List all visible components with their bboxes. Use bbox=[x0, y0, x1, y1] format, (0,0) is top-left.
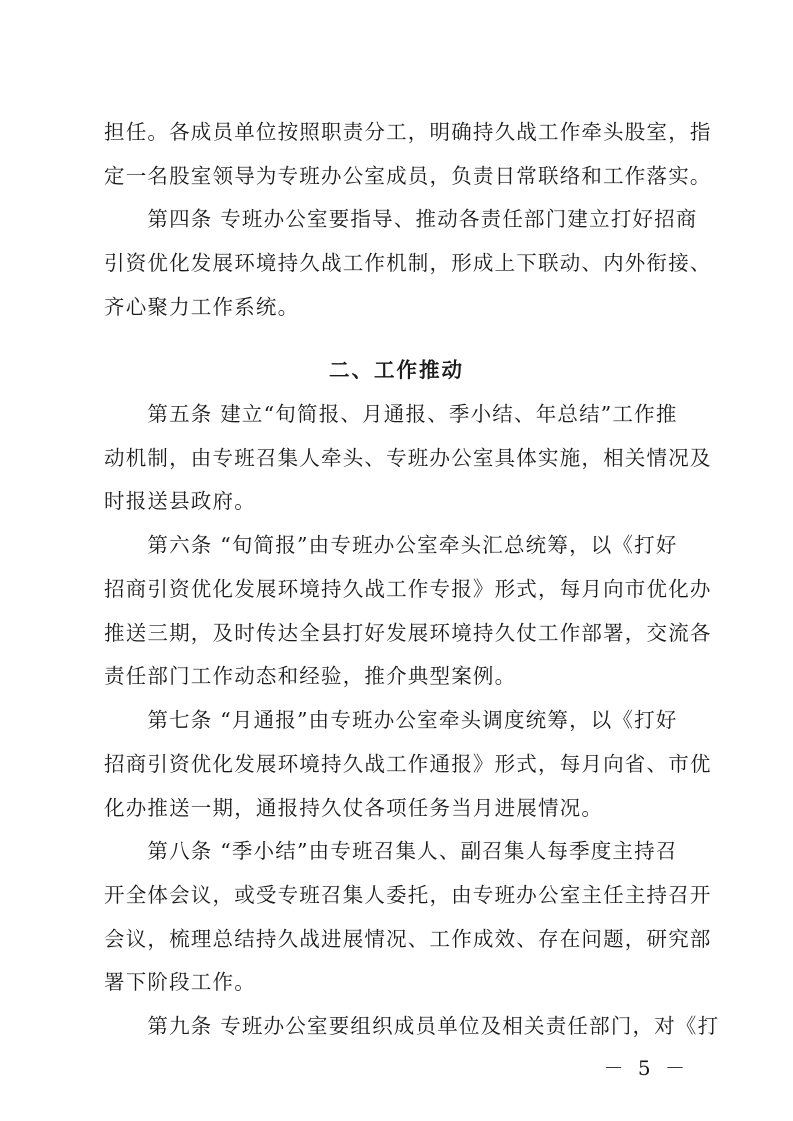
paragraph-line: 招商引资优化发展环境持久战工作通报》形式，每月向省、市优 bbox=[104, 752, 712, 776]
paragraph-line: 第八条 “季小结”由专班召集人、副召集人每季度主持召 bbox=[104, 839, 678, 863]
paragraph-line: 第六条 “旬简报”由专班办公室牵头汇总统筹，以《打好 bbox=[104, 533, 678, 557]
paragraph-line: 动机制，由专班召集人牵头、专班办公室具体实施，相关情况及 bbox=[104, 446, 712, 470]
paragraph-line: 会议，梳理总结持久战进展情况、工作成效、存在问题，研究部 bbox=[104, 927, 712, 951]
paragraph-line: 担任。各成员单位按照职责分工，明确持久战工作牵头股室，指 bbox=[104, 120, 712, 144]
paragraph-line: 时报送县政府。 bbox=[104, 489, 256, 513]
section-heading: 二、工作推动 bbox=[329, 358, 464, 382]
paragraph-line: 第九条 专班办公室要组织成员单位及相关责任部门，对《打 bbox=[104, 1014, 720, 1038]
paragraph-line: 署下阶段工作。 bbox=[104, 970, 256, 994]
paragraph-line: 第五条 建立“旬简报、月通报、季小结、年总结”工作推 bbox=[104, 402, 678, 426]
paragraph-line: 开全体会议，或受专班召集人委托，由专班办公室主任主持召开 bbox=[104, 883, 712, 907]
paragraph-line: 定一名股室领导为专班办公室成员，负责日常联络和工作落实。 bbox=[104, 164, 712, 188]
paragraph-line: 化办推送一期，通报持久仗各项任务当月进展情况。 bbox=[104, 796, 604, 820]
paragraph-line: 第七条 “月通报”由专班办公室牵头调度统筹，以《打好 bbox=[104, 708, 678, 732]
paragraph-line: 引资优化发展环境持久战工作机制，形成上下联动、内外衔接、 bbox=[104, 251, 712, 275]
paragraph-line: 招商引资优化发展环境持久战工作专报》形式，每月向市优化办 bbox=[104, 577, 712, 601]
paragraph-line: 第四条 专班办公室要指导、推动各责任部门建立打好招商 bbox=[104, 207, 698, 231]
page-number: － 5 － bbox=[603, 1056, 689, 1080]
paragraph-line: 推送三期，及时传达全县打好发展环境持久仗工作部署，交流各 bbox=[104, 621, 712, 645]
paragraph-line: 责任部门工作动态和经验，推介典型案例。 bbox=[104, 664, 517, 688]
paragraph-line: 齐心聚力工作系统。 bbox=[104, 295, 300, 319]
